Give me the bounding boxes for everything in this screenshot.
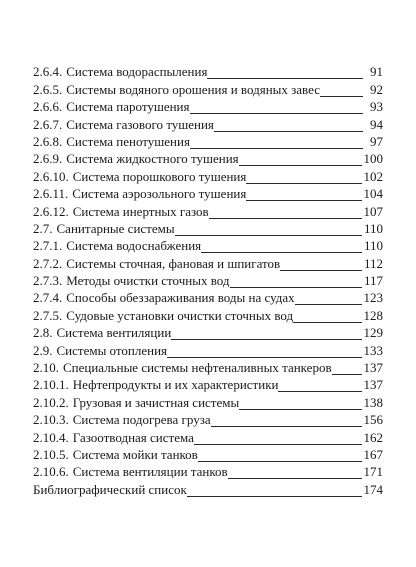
toc-leader-line bbox=[207, 77, 363, 79]
toc-leader-line bbox=[320, 95, 363, 97]
toc-entry-page-number: 156 bbox=[363, 412, 383, 428]
toc-entry-label bbox=[33, 360, 364, 375]
toc-entry-number: 2.10.6. bbox=[33, 464, 69, 480]
toc-entry bbox=[33, 114, 383, 131]
toc-entry-label bbox=[33, 204, 364, 219]
toc-entry-title: Система жидкостного тушения bbox=[66, 151, 239, 167]
toc-entry-page-number: 174 bbox=[363, 481, 383, 497]
toc-entry-label bbox=[33, 412, 364, 427]
toc-entry bbox=[33, 340, 383, 357]
toc-entry-title: Библиографический список bbox=[33, 481, 187, 497]
toc-entry bbox=[33, 358, 383, 375]
toc-entry-number: 2.6.4. bbox=[33, 64, 63, 80]
toc-leader-line bbox=[175, 234, 362, 236]
toc-leader-line bbox=[190, 147, 363, 149]
toc-leader-line bbox=[187, 495, 362, 497]
toc-entry-page-number: 100 bbox=[363, 151, 383, 167]
toc-entry-label bbox=[33, 238, 364, 253]
toc-entry bbox=[33, 375, 383, 392]
toc-leader-line bbox=[332, 373, 362, 375]
toc-entry-title: Методы очистки сточных вод bbox=[66, 273, 230, 289]
toc-entry-title: Система порошкового тушения bbox=[72, 168, 247, 184]
toc-entry-label bbox=[33, 308, 364, 323]
toc-entry-label bbox=[33, 99, 365, 114]
toc-entry-label bbox=[33, 464, 364, 479]
toc-entry-title: Система вентиляции bbox=[56, 325, 172, 341]
toc-entry-number: 2.10. bbox=[33, 360, 59, 376]
toc-entry-page-number: 112 bbox=[363, 255, 383, 271]
toc-entry-number: 2.9. bbox=[33, 342, 53, 358]
toc-entry bbox=[33, 288, 383, 305]
toc-entry bbox=[33, 445, 383, 462]
toc-entry bbox=[33, 410, 383, 427]
toc-entry bbox=[33, 184, 383, 201]
toc-entry-title: Система водоснабжения bbox=[66, 238, 202, 254]
toc-entry-number: 2.10.4. bbox=[33, 429, 69, 445]
toc-leader-line bbox=[211, 425, 362, 427]
toc-entry-number: 2.6.10. bbox=[33, 168, 69, 184]
toc-leader-line bbox=[190, 112, 364, 114]
toc-entry-number: 2.8. bbox=[33, 325, 53, 341]
toc-entry bbox=[33, 479, 383, 496]
toc-leader-line bbox=[246, 182, 361, 184]
toc-entry-number: 2.6.7. bbox=[33, 116, 63, 132]
toc-entry-number: 2.10.1. bbox=[33, 377, 69, 393]
toc-entry-page-number: 94 bbox=[370, 116, 383, 132]
toc-entry-page-number: 117 bbox=[363, 273, 383, 289]
toc-entry bbox=[33, 97, 383, 114]
toc-entry-number: 2.6.11. bbox=[33, 186, 69, 202]
toc-entry-number: 2.10.2. bbox=[33, 394, 69, 410]
toc-entry bbox=[33, 62, 383, 79]
toc-entry-title: Система инертных газов bbox=[72, 203, 209, 219]
toc-entry-label bbox=[33, 186, 364, 201]
toc-entry-label bbox=[33, 377, 364, 392]
toc-entry-number: 2.10.3. bbox=[33, 412, 69, 428]
toc-leader-line bbox=[295, 303, 362, 305]
toc-entry-label bbox=[33, 290, 364, 305]
table-of-contents bbox=[33, 62, 383, 497]
toc-entry-page-number: 93 bbox=[370, 99, 383, 115]
toc-leader-line bbox=[171, 338, 361, 340]
toc-entry-number: 2.6.6. bbox=[33, 99, 63, 115]
toc-entry bbox=[33, 305, 383, 322]
toc-entry-number: 2.7.1. bbox=[33, 238, 63, 254]
toc-leader-line bbox=[209, 217, 362, 219]
toc-entry-label bbox=[33, 64, 365, 79]
toc-entry bbox=[33, 132, 383, 149]
toc-entry-number: 2.7.3. bbox=[33, 273, 63, 289]
toc-leader-line bbox=[239, 164, 362, 166]
toc-entry-number: 2.7.4. bbox=[33, 290, 63, 306]
toc-entry bbox=[33, 271, 383, 288]
toc-leader-line bbox=[280, 269, 362, 271]
toc-entry-title: Способы обеззараживания воды на судах bbox=[66, 290, 295, 306]
toc-entry-label bbox=[33, 325, 364, 340]
toc-entry-page-number: 137 bbox=[363, 377, 383, 393]
toc-entry-page-number: 129 bbox=[363, 325, 383, 341]
toc-entry-number: 2.6.5. bbox=[33, 81, 63, 97]
toc-leader-line bbox=[230, 286, 362, 288]
toc-entry-label bbox=[33, 447, 364, 462]
toc-entry-title: Нефтепродукты и их характеристики bbox=[72, 377, 279, 393]
toc-entry-number: 2.10.5. bbox=[33, 446, 69, 462]
toc-entry-page-number: 167 bbox=[363, 446, 383, 462]
toc-entry-page-number: 107 bbox=[363, 203, 383, 219]
toc-entry-title: Система вентиляции танков bbox=[72, 464, 228, 480]
toc-entry-title: Система водораспыления bbox=[66, 64, 208, 80]
toc-entry bbox=[33, 219, 383, 236]
toc-leader-line bbox=[194, 443, 362, 445]
toc-entry-page-number: 171 bbox=[363, 464, 383, 480]
toc-leader-line bbox=[201, 251, 362, 253]
toc-entry bbox=[33, 236, 383, 253]
toc-entry-label bbox=[33, 430, 364, 445]
toc-entry-label bbox=[33, 482, 364, 497]
toc-entry-page-number: 162 bbox=[363, 429, 383, 445]
toc-entry-label bbox=[33, 117, 365, 132]
toc-entry-label bbox=[33, 256, 364, 271]
toc-entry-page-number: 123 bbox=[363, 290, 383, 306]
toc-entry-title: Система паротушения bbox=[66, 99, 190, 115]
toc-entry bbox=[33, 253, 383, 270]
toc-entry-title: Системы сточная, фановая и шпигатов bbox=[66, 255, 281, 271]
toc-entry-number: 2.7. bbox=[33, 220, 53, 236]
toc-entry-title: Специальные системы нефтеналивных танкеров bbox=[63, 360, 332, 376]
toc-entry bbox=[33, 427, 383, 444]
toc-entry-page-number: 133 bbox=[363, 342, 383, 358]
toc-entry-page-number: 138 bbox=[363, 394, 383, 410]
toc-entry-label bbox=[33, 169, 364, 184]
toc-entry-label bbox=[33, 273, 364, 288]
toc-entry bbox=[33, 79, 383, 96]
toc-entry-title: Система подогрева груза bbox=[72, 412, 211, 428]
toc-entry-label bbox=[33, 395, 364, 410]
toc-entry-label bbox=[33, 151, 364, 166]
toc-entry bbox=[33, 323, 383, 340]
toc-entry bbox=[33, 392, 383, 409]
toc-entry-page-number: 97 bbox=[370, 133, 383, 149]
toc-entry-title: Санитарные системы bbox=[56, 220, 175, 236]
toc-entry-title: Газоотводная система bbox=[72, 429, 194, 445]
toc-entry-page-number: 102 bbox=[363, 168, 383, 184]
toc-leader-line bbox=[228, 477, 362, 479]
toc-entry-title: Грузовая и зачистная системы bbox=[72, 394, 240, 410]
toc-entry bbox=[33, 166, 383, 183]
toc-leader-line bbox=[167, 356, 361, 358]
toc-entry-title: Система пенотушения bbox=[66, 133, 190, 149]
toc-leader-line bbox=[293, 321, 361, 323]
toc-entry-page-number: 91 bbox=[370, 64, 383, 80]
toc-leader-line bbox=[246, 199, 361, 201]
toc-leader-line bbox=[278, 390, 361, 392]
toc-leader-line bbox=[198, 460, 362, 462]
toc-entry-page-number: 110 bbox=[363, 220, 383, 236]
toc-entry bbox=[33, 201, 383, 218]
toc-entry-page-number: 110 bbox=[363, 238, 383, 254]
toc-entry-number: 2.7.5. bbox=[33, 307, 63, 323]
toc-entry-page-number: 104 bbox=[363, 186, 383, 202]
toc-entry-title: Системы водяного орошения и водяных завес bbox=[66, 81, 320, 97]
toc-entry-page-number: 128 bbox=[363, 307, 383, 323]
toc-entry-number: 2.6.8. bbox=[33, 133, 63, 149]
toc-entry bbox=[33, 149, 383, 166]
toc-entry bbox=[33, 462, 383, 479]
toc-entry-page-number: 92 bbox=[370, 81, 383, 97]
toc-entry-title: Система аэрозольного тушения bbox=[72, 186, 247, 202]
toc-leader-line bbox=[239, 408, 361, 410]
toc-entry-page-number: 137 bbox=[363, 360, 383, 376]
toc-entry-label bbox=[33, 134, 365, 149]
toc-entry-title: Судовые установки очистки сточных вод bbox=[66, 307, 294, 323]
toc-leader-line bbox=[214, 130, 363, 132]
toc-entry-label bbox=[33, 82, 365, 97]
toc-entry-title: Система газового тушения bbox=[66, 116, 214, 132]
toc-entry-label bbox=[33, 221, 364, 236]
toc-entry-number: 2.7.2. bbox=[33, 255, 63, 271]
toc-entry-label bbox=[33, 343, 364, 358]
toc-entry-title: Система мойки танков bbox=[72, 446, 198, 462]
toc-entry-title: Системы отопления bbox=[56, 342, 168, 358]
toc-entry-number: 2.6.9. bbox=[33, 151, 63, 167]
toc-entry-number: 2.6.12. bbox=[33, 203, 69, 219]
